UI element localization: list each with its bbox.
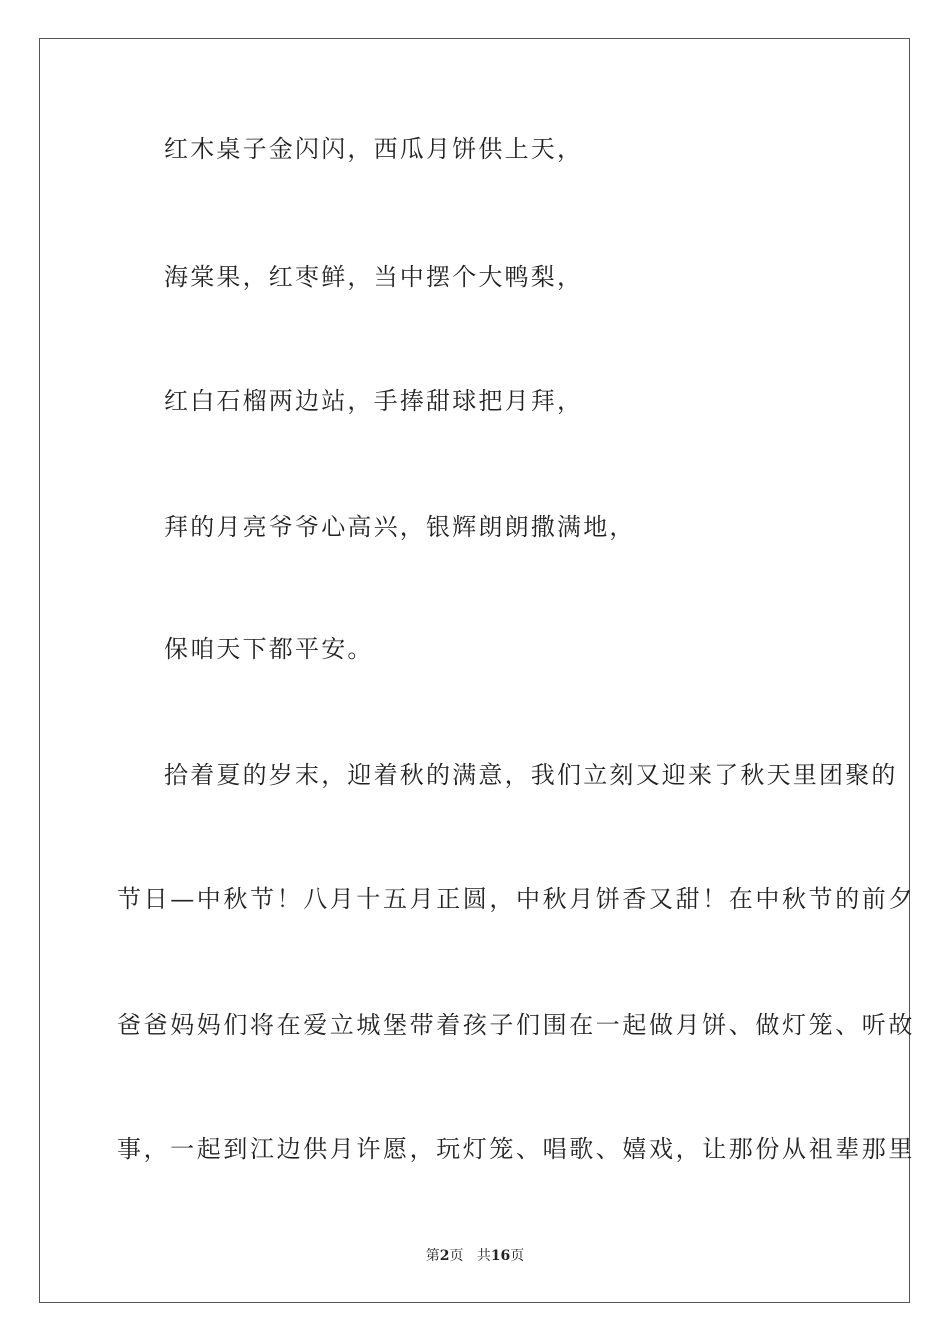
poem-line-1: 红木桌子金闪闪，西瓜月饼供上天， <box>164 135 584 163</box>
paragraph-line-4: 事，一起到江边供月许愿，玩灯笼、唱歌、嬉戏，让那份从祖辈那里 <box>117 1135 915 1163</box>
footer-page-suffix: 页 <box>449 1248 464 1264</box>
page-border <box>39 38 910 1303</box>
poem-line-3: 红白石榴两边站，手捧甜球把月拜， <box>164 387 584 415</box>
poem-line-2: 海棠果，红枣鲜，当中摆个大鸭梨， <box>164 263 584 291</box>
page-footer <box>0 1246 950 1266</box>
poem-line-5: 保咱天下都平安。 <box>164 635 374 663</box>
paragraph-line-1: 拾着夏的岁末，迎着秋的满意，我们立刻又迎来了秋天里团聚的 <box>164 761 898 789</box>
poem-line-4: 拜的月亮爷爷心高兴，银辉朗朗撒满地， <box>164 513 636 541</box>
paragraph-line-2: 节日—中秋节！八月十五月正圆，中秋月饼香又甜！在中秋节的前夕 <box>117 885 915 913</box>
footer-page-prefix: 第 <box>425 1248 440 1264</box>
footer-total-pages: 16 <box>490 1248 511 1264</box>
footer-total-prefix: 共 <box>476 1248 491 1264</box>
footer-total-suffix: 页 <box>510 1248 525 1264</box>
footer-page-number: 2 <box>439 1248 450 1264</box>
paragraph-line-3: 爸爸妈妈们将在爱立城堡带着孩子们围在一起做月饼、做灯笼、听故 <box>117 1011 915 1039</box>
